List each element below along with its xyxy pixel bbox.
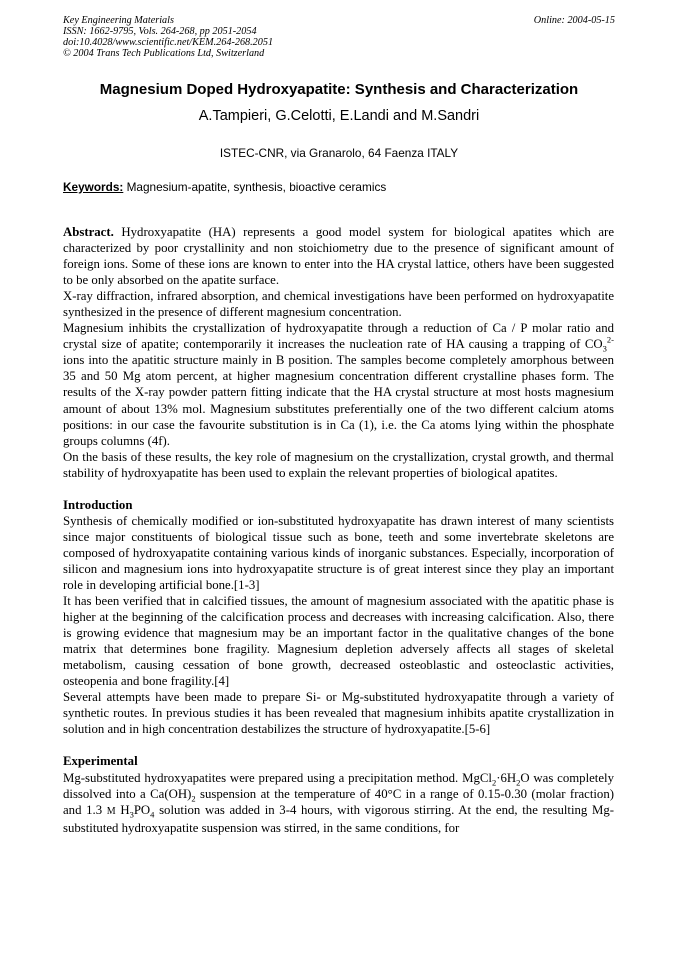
journal-header bbox=[63, 15, 483, 59]
introduction-paragraph-2: It has been verified that in calcified tissues, the amount of magnesium associated with the apatitic phase is higher at the beginning of the calcification process and decreases with increasing calcification. Also, there is growing evidence that magnesium may be an important factor in the qualitative changes of the bone matrix that determines bone fragility. Magnesium depletion adversely affects all stages of skeletal metabolism, causing cessation of bone growth, decreased osteoblastic and osteoclastic activities, osteopenia and bone fragility.[4] bbox=[63, 594, 614, 689]
abstract-paragraph-2: X-ray diffraction, infrared absorption, and chemical investigations have been performed on hydroxyapatite synthesized in the presence of different magnesium concentration. bbox=[63, 289, 614, 320]
experimental-paragraph-1 bbox=[63, 770, 614, 836]
molar-unit: M bbox=[106, 805, 116, 817]
copyright-line: © 2004 Trans Tech Publications Ltd, Switzerland bbox=[63, 48, 265, 59]
exp-text: Mg-substituted hydroxyapatites were prepared using a precipitation method. MgCl bbox=[63, 770, 492, 785]
doi-line: doi:10.4028/www.scientific.net/KEM.264-268.2051 bbox=[63, 37, 274, 48]
exp-text: O was completely dissolved into a Ca(OH) bbox=[63, 770, 614, 801]
online-date: Online: 2004-05-15 bbox=[533, 15, 615, 26]
introduction-paragraph-1: Synthesis of chemically modified or ion-substituted hydroxyapatite has drawn interest of many scientists since major constituents of biological tissue such as bone, teeth and some invertebrate skeletons are composed of hydroxyapatite containing various kinds of inorganic substances. Especially, incorporation of silicon and magnesium ions into hydroxyapatite structure is of great interest since they play an important role in developing artificial bone.[1-3] bbox=[63, 513, 614, 592]
exp-text: solution was added in 3-4 hours, with vigorous stirring. At the end, the resulting Mg-substituted hydroxyapatite suspension was stirred, in the same conditions, for bbox=[63, 802, 614, 835]
keywords-label: Keywords: bbox=[63, 180, 124, 194]
exp-text: ·6H bbox=[496, 770, 517, 785]
exp-subscript: 2 bbox=[491, 777, 497, 788]
exp-text: suspension at the temperature of 40°C in a range of 0.15-0.30 (molar fraction) and 1.3 bbox=[63, 786, 614, 817]
exp-text: PO bbox=[133, 802, 151, 817]
section-gap bbox=[63, 737, 614, 753]
author-list: A.Tampieri, G.Celotti, E.Landi and M.Sandri bbox=[198, 108, 480, 124]
introduction-paragraph-3: Several attempts have been made to prepare Si- or Mg-substituted hydroxyapatite through a variety of synthetic routes. In previous studies it has been revealed that magnesium inhibits apatite crystallization in solution and in high concentration destabilizes the structure of hydroxyapatite.[5-6] bbox=[63, 690, 614, 737]
abstract-text-3b: ions into the apatitic structure mainly in B position. The samples become completely amorphous between 35 and 50 Mg atom percent, at higher magnesium concentration different crystalline phases form. The results of the X-ray powder pattern fitting indicate that the HA crystal structure at most hosts magnesium amount of about 13% mol. Magnesium substitutes preferentially one of the two different calcium atoms positions: in our case the favourite substitution is in Ca (1), i.e. the Ca atoms lying within the phosphate groups columns (4f). bbox=[63, 353, 614, 448]
exp-subscript: 3 bbox=[129, 809, 134, 820]
journal-name: Key Engineering Materials bbox=[63, 15, 174, 26]
abstract-paragraph-4: On the basis of these results, the key role of magnesium on the crystallization, crystal growth, and thermal stability of hydroxyapatite has been used to explain the relevant properties of biological apatites. bbox=[63, 449, 614, 480]
exp-subscript: 2 bbox=[191, 793, 196, 804]
issn-line: ISSN: 1662-9795, Vols. 264-268, pp 2051-2054 bbox=[63, 26, 257, 37]
experimental-heading: Experimental bbox=[63, 754, 138, 769]
co3-subscript: 3 bbox=[602, 343, 607, 354]
co3-superscript: 2- bbox=[606, 335, 614, 346]
abstract-label: Abstract. bbox=[63, 225, 114, 239]
keywords-line bbox=[63, 180, 623, 195]
abstract-text-1: Hydroxyapatite (HA) represents a good model system for biological apatites which are characterized by poor crystallinity and non stoichiometry due to the presence of significant amount of foreign ions. Some of these ions are known to enter into the HA crystal lattice, others have been suggested to be only absorbed on the apatite surface. bbox=[63, 225, 614, 288]
exp-subscript: 2 bbox=[516, 777, 521, 788]
section-gap bbox=[63, 481, 614, 497]
abstract-paragraph-1 bbox=[63, 224, 614, 288]
abstract-text-3a: Magnesium inhibits the crystallization of hydroxyapatite through a reduction of Ca / P molar ratio and crystal size of apatite; contemporarily it increases the nucleation rate of HA causing a trapping of CO bbox=[63, 321, 614, 352]
keywords-text: Magnesium-apatite, synthesis, bioactive ceramics bbox=[126, 180, 387, 194]
exp-text: H bbox=[115, 802, 130, 817]
paper-body bbox=[63, 224, 614, 836]
paper-title: Magnesium Doped Hydroxyapatite: Synthesis and Characterization bbox=[99, 81, 579, 98]
abstract-paragraph-3 bbox=[63, 320, 614, 448]
introduction-heading: Introduction bbox=[63, 497, 133, 512]
affiliation: ISTEC-CNR, via Granarolo, 64 Faenza ITALY bbox=[219, 146, 459, 160]
exp-subscript: 4 bbox=[150, 809, 155, 820]
